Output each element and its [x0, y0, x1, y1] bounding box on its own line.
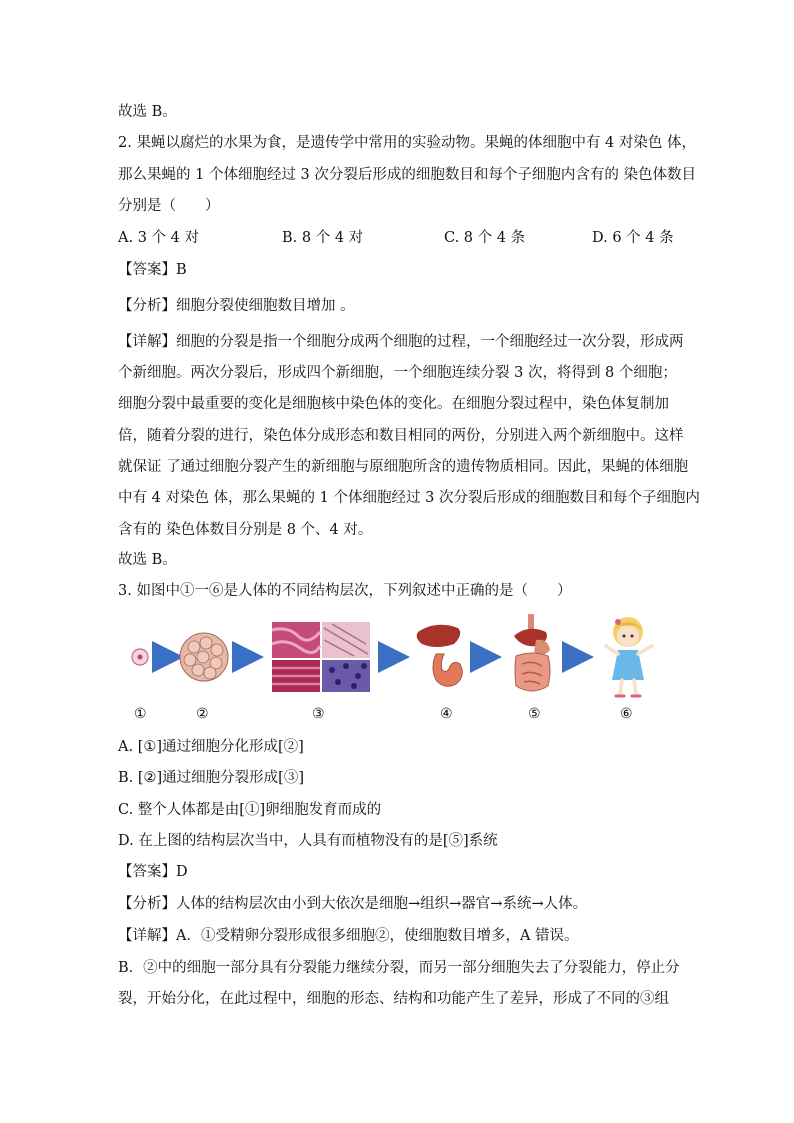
detail-line: 倍，随着分裂的进行，染色体分成形态和数目相同的两份，分别进入两个新细胞中。这样: [118, 428, 684, 444]
detail-line: 裂，开始分化，在此过程中，细胞的形态、结构和功能产生了差异，形成了不同的③组: [118, 991, 669, 1007]
diagram-label: ①: [134, 706, 147, 722]
girl-icon: [606, 617, 652, 696]
option-b: B. [②]通过细胞分裂形成[③]: [118, 770, 304, 786]
detail-line: 中有 4 对染色 体，那么果蝇的 1 个体细胞经过 3 次分裂后形成的细胞数目和每个子细胞内: [118, 490, 700, 506]
diagram-label: ⑤: [528, 706, 541, 722]
detail-line: 个新细胞。两次分裂后，形成四个新细胞，一个细胞连续分裂 3 次，将得到 8 个细胞；: [118, 365, 677, 381]
option-d: D. 在上图的结构层次当中，人具有而植物没有的是[⑤]系统: [118, 833, 498, 849]
diagram-label: ④: [440, 706, 453, 722]
diagram-label: ⑥: [620, 706, 633, 722]
text-line: 那么果蝇的 1 个体细胞经过 3 次分裂后形成的细胞数目和每个子细胞内含有的 染色体数目: [118, 167, 696, 183]
text-line: 故选 B。: [118, 552, 177, 568]
detail-line: 就保证 了通过细胞分裂产生的新细胞与原细胞所含的遗传物质相同。因此，果蝇的体细胞: [118, 459, 689, 475]
text-line: 2. 果蝇以腐烂的水果为食，是遗传学中常用的实验动物。果蝇的体细胞中有 4 对染色 体，: [118, 135, 696, 151]
organ-icon: [417, 625, 463, 686]
detail-line: 【详解】细胞的分裂是指一个细胞分成两个细胞的过程，一个细胞经过一次分裂，形成两: [118, 334, 684, 350]
option-a: A. [①]通过细胞分化形成[②]: [118, 739, 304, 755]
text-line: 故选 B。: [118, 104, 177, 120]
detail-line: 细胞分裂中最重要的变化是细胞核中染色体的变化。在细胞分裂过程中，染色体复制加: [118, 396, 669, 412]
tissue-images-icon: [272, 622, 370, 692]
detail-line: 【详解】A．①受精卵分裂形成很多细胞②，使细胞数目增多，A 错误。: [118, 928, 579, 944]
option-d: D. 6 个 4 条: [592, 230, 674, 246]
answer-line: 【答案】D: [118, 864, 188, 880]
option-a: A. 3 个 4 对: [118, 230, 199, 246]
analysis-line: 【分析】人体的结构层次由小到大依次是细胞→组织→器官→系统→人体。: [118, 896, 588, 912]
answer-line: 【答案】B: [118, 262, 187, 278]
detail-line: 含有的 染色体数目分别是 8 个、4 对。: [118, 522, 373, 538]
option-c: C. 整个人体都是由[①]卵细胞发育而成的: [118, 802, 382, 818]
question-3: 3. 如图中①一⑥是人体的不同结构层次，下列叙述中正确的是（ ）: [118, 583, 572, 599]
text-line: 分别是（ ）: [118, 198, 220, 214]
option-c: C. 8 个 4 条: [444, 230, 526, 246]
diagram-label: ③: [312, 706, 325, 722]
cell-cluster-icon: [180, 633, 228, 681]
detail-line: B．②中的细胞一部分具有分裂能力继续分裂，而另一部分细胞失去了分裂能力，停止分: [118, 960, 680, 976]
digestive-system-icon: [514, 614, 550, 691]
option-b: B. 8 个 4 对: [282, 230, 364, 246]
analysis-line: 【分析】细胞分裂使细胞数目增加 。: [118, 298, 355, 314]
zygote-icon: [132, 649, 148, 665]
diagram-label: ②: [196, 706, 209, 722]
